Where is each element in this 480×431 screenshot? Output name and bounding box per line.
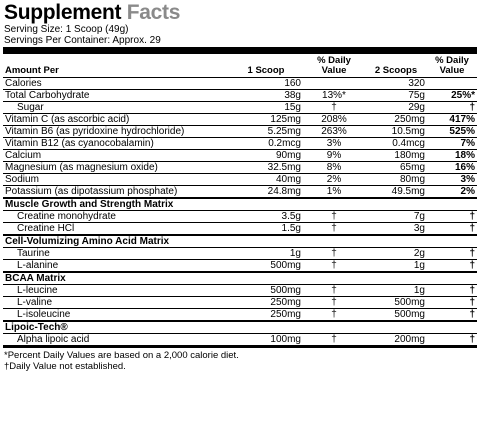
amount-two-scoops: 29g [365, 102, 427, 114]
serving-size: Serving Size: 1 Scoop (49g) [4, 24, 129, 35]
amount-one-scoop: 32.5mg [229, 162, 303, 174]
nutrient-name: Calcium [3, 150, 229, 162]
col-dv-two [427, 54, 477, 78]
facts-table [3, 54, 477, 346]
dv-one-scoop: 9% [303, 150, 365, 162]
matrix-item-row [3, 309, 477, 322]
nutrient-name: Vitamin B12 (as cyanocobalamin) [3, 138, 229, 150]
amount-two-scoops: 500mg [365, 297, 427, 309]
dv-two-scoops: † [427, 223, 477, 236]
facts-body [3, 78, 477, 346]
matrix-header-row [3, 198, 477, 211]
amount-one-scoop: 160 [229, 78, 303, 90]
nutrient-row [3, 90, 477, 102]
amount-two-scoops: 200mg [365, 334, 427, 346]
dv-one-scoop: † [303, 102, 365, 114]
dv-two-scoops: † [427, 102, 477, 114]
amount-one-scoop: 100mg [229, 334, 303, 346]
matrix-item-row [3, 223, 477, 236]
dv-two-scoops: 16% [427, 162, 477, 174]
col-one-scoop: 1 Scoop [229, 54, 303, 78]
amount-two-scoops: 10.5mg [365, 126, 427, 138]
dv-two-scoops: 525% [427, 126, 477, 138]
matrix-title: Lipoic-Tech® [3, 321, 477, 334]
dv-one-scoop: 263% [303, 126, 365, 138]
nutrient-name: Sodium [3, 174, 229, 186]
dv-two-scoops: 18% [427, 150, 477, 162]
amount-one-scoop: 0.2mcg [229, 138, 303, 150]
dv-two-scoops: † [427, 309, 477, 322]
amount-one-scoop: 3.5g [229, 211, 303, 223]
dv-two-scoops: 7% [427, 138, 477, 150]
amount-two-scoops: 250mg [365, 114, 427, 126]
matrix-item-row [3, 334, 477, 346]
matrix-item-row [3, 211, 477, 223]
amount-two-scoops: 49.5mg [365, 186, 427, 199]
dv-one-scoop: † [303, 297, 365, 309]
dv-two-scoops: 2% [427, 186, 477, 199]
ingredient-name: L-isoleucine [3, 309, 229, 322]
ingredient-name: Taurine [3, 248, 229, 260]
amount-two-scoops: 0.4mcg [365, 138, 427, 150]
dv-two-scoops: 417% [427, 114, 477, 126]
ingredient-name: Creatine monohydrate [3, 211, 229, 223]
matrix-title: Cell-Volumizing Amino Acid Matrix [3, 235, 477, 248]
nutrient-row [3, 150, 477, 162]
nutrient-row [3, 186, 477, 199]
dv-one-scoop: † [303, 211, 365, 223]
dv-one-scoop: † [303, 285, 365, 297]
dv-two-scoops: 3% [427, 174, 477, 186]
dv-one-scoop: 13%* [303, 90, 365, 102]
nutrient-row [3, 162, 477, 174]
ingredient-name: Alpha lipoic acid [3, 334, 229, 346]
amount-two-scoops: 2g [365, 248, 427, 260]
matrix-item-row [3, 260, 477, 273]
amount-one-scoop: 1.5g [229, 223, 303, 236]
dv-one-scoop: † [303, 334, 365, 346]
footnote-daily-values: *Percent Daily Values are based on a 2,000 calorie diet. [4, 350, 239, 361]
matrix-item-row [3, 285, 477, 297]
amount-two-scoops: 1g [365, 260, 427, 273]
nutrient-name: Calories [3, 78, 229, 90]
nutrient-name: Potassium (as dipotassium phosphate) [3, 186, 229, 199]
amount-two-scoops: 1g [365, 285, 427, 297]
title-main: Supplement [4, 1, 127, 24]
amount-two-scoops: 80mg [365, 174, 427, 186]
amount-two-scoops: 500mg [365, 309, 427, 322]
col-two-scoops: 2 Scoops [365, 54, 427, 78]
amount-one-scoop: 250mg [229, 309, 303, 322]
amount-two-scoops: 180mg [365, 150, 427, 162]
amount-one-scoop: 500mg [229, 260, 303, 273]
dv-two-scoops: 25%* [427, 90, 477, 102]
matrix-item-row [3, 248, 477, 260]
amount-one-scoop: 40mg [229, 174, 303, 186]
nutrient-row [3, 126, 477, 138]
nutrient-name: Total Carbohydrate [3, 90, 229, 102]
dv-two-scoops: † [427, 248, 477, 260]
ingredient-name: L-leucine [3, 285, 229, 297]
dv-one-scoop: † [303, 309, 365, 322]
amount-one-scoop: 15g [229, 102, 303, 114]
nutrient-row [3, 114, 477, 126]
dv2-line1: % Daily [435, 55, 469, 66]
title-faded: Facts [126, 1, 181, 24]
footnotes [3, 346, 477, 372]
amount-two-scoops: 75g [365, 90, 427, 102]
dv-one-scoop: † [303, 260, 365, 273]
nutrient-name: Vitamin B6 (as pyridoxine hydrochloride) [3, 126, 229, 138]
supplement-facts-panel [3, 2, 477, 425]
matrix-header-row [3, 235, 477, 248]
amount-one-scoop: 500mg [229, 285, 303, 297]
dv-two-scoops: † [427, 334, 477, 346]
amount-two-scoops: 3g [365, 223, 427, 236]
dv-one-scoop [303, 78, 365, 90]
matrix-header-row [3, 321, 477, 334]
dv-two-scoops [427, 78, 477, 90]
amount-two-scoops: 65mg [365, 162, 427, 174]
nutrient-row [3, 102, 477, 114]
nutrient-name: Sugar [3, 102, 229, 114]
dv2-line2: Value [439, 65, 465, 76]
matrix-header-row [3, 272, 477, 285]
amount-one-scoop: 38g [229, 90, 303, 102]
footnote-not-established: †Daily Value not established. [4, 361, 126, 372]
col-dv-one [303, 54, 365, 78]
matrix-item-row [3, 297, 477, 309]
thick-rule [3, 47, 477, 54]
dv-two-scoops: † [427, 260, 477, 273]
dv-one-scoop: 208% [303, 114, 365, 126]
amount-one-scoop: 90mg [229, 150, 303, 162]
ingredient-name: L-valine [3, 297, 229, 309]
dv-one-scoop: † [303, 223, 365, 236]
ingredient-name: L-alanine [3, 260, 229, 273]
nutrient-row [3, 78, 477, 90]
dv-two-scoops: † [427, 297, 477, 309]
ingredient-name: Creatine HCl [3, 223, 229, 236]
servings-per-container: Servings Per Container: Approx. 29 [4, 35, 161, 46]
dv-two-scoops: † [427, 285, 477, 297]
col-amount-per: Amount Per [3, 54, 229, 78]
column-header-row [3, 54, 477, 78]
nutrient-row [3, 138, 477, 150]
nutrient-row [3, 174, 477, 186]
matrix-title: BCAA Matrix [3, 272, 477, 285]
dv1-line2: Value [321, 65, 347, 76]
panel-title [4, 2, 477, 24]
dv1-line1: % Daily [317, 55, 351, 66]
amount-one-scoop: 24.8mg [229, 186, 303, 199]
amount-one-scoop: 250mg [229, 297, 303, 309]
amount-two-scoops: 320 [365, 78, 427, 90]
dv-one-scoop: 3% [303, 138, 365, 150]
dv-one-scoop: 2% [303, 174, 365, 186]
nutrient-name: Magnesium (as magnesium oxide) [3, 162, 229, 174]
amount-one-scoop: 5.25mg [229, 126, 303, 138]
amount-one-scoop: 125mg [229, 114, 303, 126]
matrix-title: Muscle Growth and Strength Matrix [3, 198, 477, 211]
dv-one-scoop: 1% [303, 186, 365, 199]
dv-two-scoops: † [427, 211, 477, 223]
dv-one-scoop: † [303, 248, 365, 260]
amount-two-scoops: 7g [365, 211, 427, 223]
nutrient-name: Vitamin C (as ascorbic acid) [3, 114, 229, 126]
dv-one-scoop: 8% [303, 162, 365, 174]
amount-one-scoop: 1g [229, 248, 303, 260]
